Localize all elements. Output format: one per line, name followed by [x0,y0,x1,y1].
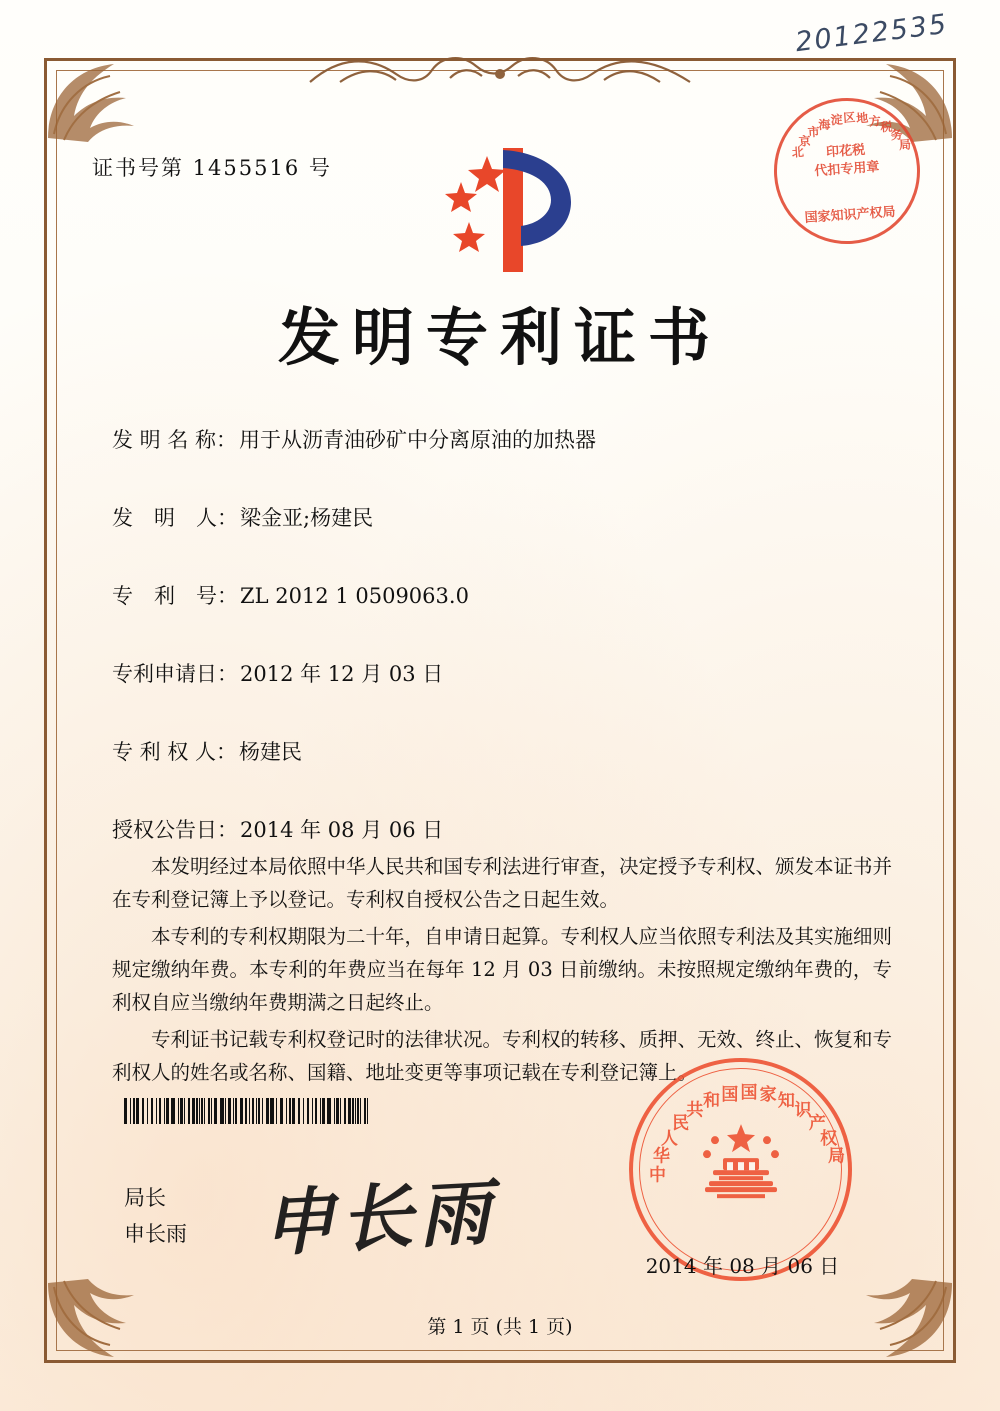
seal-date: 2014 年 08 月 06 日 [645,1254,840,1278]
barcode [124,1098,392,1124]
director-signature: 申长雨 [260,1168,499,1267]
field-value: 2014 年 08 月 06 日 [240,818,444,842]
sipo-logo-icon [425,140,575,280]
signature-labels [124,1180,187,1252]
director-name-label: 申长雨 [124,1222,187,1246]
field-patent-number [112,580,902,610]
page-footer: 第 1 页 (共 1 页) [427,1316,573,1338]
page-title: 发明专利证书 [277,301,722,374]
field-label: 专 利 权 人： [112,740,238,764]
paragraph-1: 本发明经过本局依照中华人民共和国专利法进行审查，决定授予专利权、颁发本证书并在专利登记簿上予以登记。专利权自授权公告之日起生效。 [112,855,893,911]
field-value: 2012 年 12 月 03 日 [240,662,444,686]
field-value: ZL 2012 1 0509063.0 [240,584,469,608]
field-label: 专利申请日： [112,662,238,686]
tax-stamp-line-1: 印花税 [825,142,866,161]
field-patentee [112,736,902,766]
field-inventors [112,502,902,532]
field-list [112,424,902,892]
field-invention-name [112,424,902,454]
field-label: 发 明 人： [112,506,238,530]
tax-stamp-bottom-text: 国家知识产权局 [804,204,897,227]
field-value: 用于从沥青油砂矿中分离原油的加热器 [239,428,597,452]
field-label: 授权公告日： [112,818,238,842]
corner-ornament-icon [44,58,164,144]
field-label: 发 明 名 称： [112,428,238,452]
national-emblem-icon [693,1118,789,1214]
tax-stamp [769,93,925,249]
paragraph-2: 本专利的专利权期限为二十年，自申请日起算。专利权人应当依照专利法及其实施细则规定缴纳年费。本专利的年费应当在每年 12 月 03 日前缴纳。未按照规定缴纳年费的，专利权自应当缴纳年费期满之日起终止。 [112,925,893,1014]
paragraph-3: 专利证书记载专利权登记时的法律状况。专利权的转移、质押、无效、终止、恢复和专利权人的姓名或名称、国籍、地址变更等事项记载在专利登记簿上。 [112,1028,893,1084]
field-label: 专 利 号： [112,584,238,608]
field-value: 杨建民 [239,740,303,764]
certificate-number: 证书号第 1455516 号 [92,156,332,180]
field-value: 梁金亚;杨建民 [240,506,374,530]
tax-stamp-arc-text: 北 京 市 海 淀 区 地 方 税 务 局 [791,110,912,160]
legal-text-block [112,850,892,1093]
field-application-date [112,658,902,688]
tax-stamp-line-2: 代扣专用章 [813,159,880,180]
director-title-label: 局长 [124,1186,166,1210]
top-scroll-ornament-icon [300,52,700,98]
field-grant-announcement-date [112,814,902,844]
official-seal: 中 华 人 民 共 和 国 国 家 知 识 产 权 局 [629,1058,852,1281]
handwritten-reference-number: 20122535 [793,8,950,59]
